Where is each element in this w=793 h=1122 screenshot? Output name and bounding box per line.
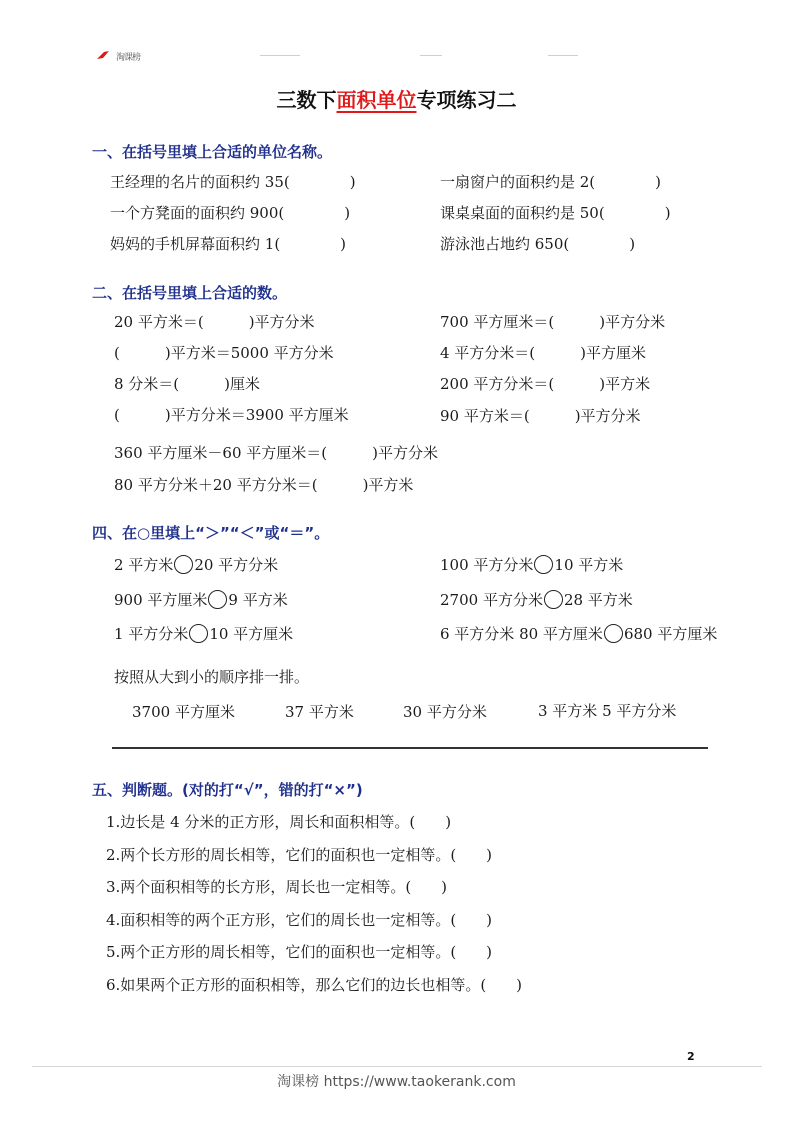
footer-watermark: 淘课榜 https://www.taokerank.com (277, 1074, 516, 1090)
question-line: 一扇窗户的面积约是 2( ) (440, 173, 662, 191)
order-item: 3 平方米 5 平方分米 (538, 702, 677, 720)
question-line: 200 平方分米＝( )平方米 (440, 375, 651, 393)
footer-divider (32, 1066, 762, 1067)
order-item: 3700 平方厘米 (132, 703, 235, 721)
section-5-heading: 五、判断题。(对的打“√”，错的打“×”) (92, 781, 363, 799)
page-number: 2 (687, 1050, 695, 1063)
order-prompt: 按照从大到小的顺序排一排。 (114, 668, 310, 686)
logo-icon (96, 50, 110, 60)
compare-item: 6 平方分米 80 平方厘米 680 平方厘米 (440, 625, 718, 643)
order-item: 30 平方分米 (403, 703, 487, 721)
compare-item: 100 平方分米 10 平方米 (440, 556, 624, 574)
question-line: 20 平方米＝( )平方分米 (114, 313, 315, 331)
judge-item: 3.两个面积相等的长方形，周长也一定相等。( ) (106, 878, 448, 896)
question-line: 8 分米＝( )厘米 (114, 375, 261, 393)
page-title (0, 84, 793, 113)
logo-text: 淘课榜 (116, 53, 141, 63)
question-line: 课桌桌面的面积约是 50( ) (440, 204, 671, 222)
answer-circle[interactable] (189, 624, 208, 643)
judge-item: 6.如果两个正方形的面积相等，那么它们的边长也相等。( ) (106, 976, 523, 994)
compare-item: 2 平方米 20 平方分米 (114, 556, 279, 574)
scan-mark (548, 55, 578, 56)
compare-item: 1 平方分米 10 平方厘米 (114, 625, 294, 643)
question-line: 360 平方厘米－60 平方厘米＝( )平方分米 (114, 444, 438, 462)
judge-item: 1.边长是 4 分米的正方形，周长和面积相等。( ) (106, 813, 452, 831)
scan-mark (420, 55, 442, 56)
question-line: 妈妈的手机屏幕面积约 1( ) (110, 235, 347, 253)
question-line: ( )平方分米＝3900 平方厘米 (114, 406, 349, 424)
answer-line[interactable] (112, 747, 708, 749)
answer-circle[interactable] (604, 624, 623, 643)
compare-item: 2700 平方分米 28 平方米 (440, 591, 633, 609)
compare-item: 900 平方厘米 9 平方米 (114, 591, 288, 609)
answer-circle[interactable] (534, 555, 553, 574)
section-1-heading: 一、在括号里填上合适的单位名称。 (92, 143, 333, 161)
question-line: 游泳池占地约 650( ) (440, 235, 636, 253)
question-line: 700 平方厘米＝( )平方分米 (440, 313, 666, 331)
answer-circle[interactable] (208, 590, 227, 609)
question-line: 90 平方米＝( )平方分米 (440, 407, 641, 425)
judge-item: 2.两个长方形的周长相等，它们的面积也一定相等。( ) (106, 846, 493, 864)
question-line: 王经理的名片的面积约 35( ) (110, 173, 356, 191)
answer-circle[interactable] (174, 555, 193, 574)
order-item: 37 平方米 (285, 703, 354, 721)
section-2-heading: 二、在括号里填上合适的数。 (92, 284, 288, 302)
question-line: ( )平方米＝5000 平方分米 (114, 344, 334, 362)
section-4-heading: 四、在○里填上“＞”“＜”或“＝”。 (92, 524, 330, 542)
question-line: 一个方凳面的面积约 900( ) (110, 204, 351, 222)
judge-item: 4.面积相等的两个正方形，它们的周长也一定相等。( ) (106, 911, 493, 929)
title-suffix: 专项练习二 (416, 88, 517, 112)
question-line: 80 平方分米＋20 平方分米＝( )平方米 (114, 476, 414, 494)
answer-circle[interactable] (544, 590, 563, 609)
title-prefix: 三数下 (276, 88, 337, 112)
title-highlight: 面积单位 (336, 88, 417, 112)
scan-mark (260, 55, 300, 56)
question-line: 4 平方分米＝( )平方厘米 (440, 344, 647, 362)
judge-item: 5.两个正方形的周长相等，它们的面积也一定相等。( ) (106, 943, 493, 961)
